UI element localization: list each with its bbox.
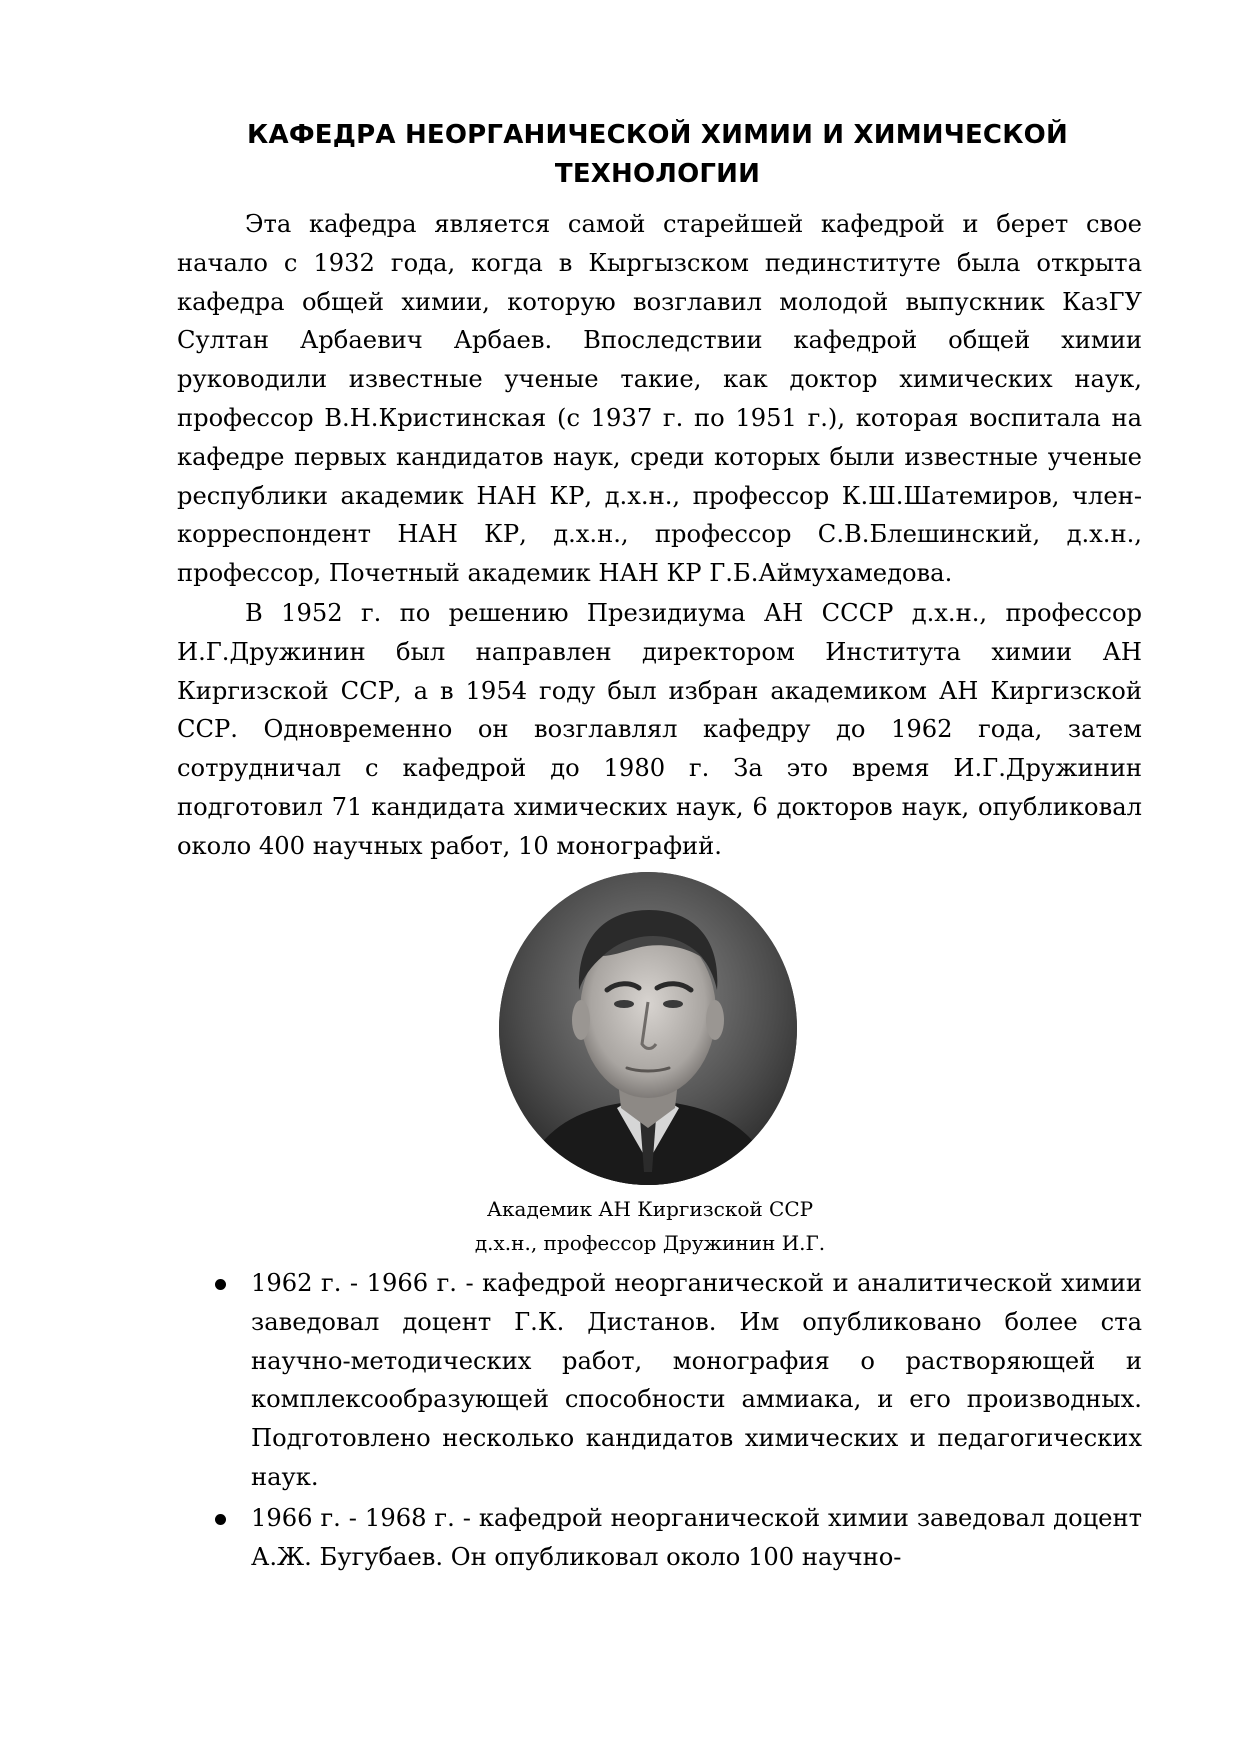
- portrait-photo: [499, 872, 797, 1185]
- bullet-icon: [215, 1514, 226, 1525]
- portrait-caption: [430, 1192, 870, 1260]
- list-item-text: 1962 г. - 1966 г. - кафедрой неорганической и аналитической химии заведовал доцент Г.К. Дистанов. Им опубликовано более ста научно-методических работ, монография о растворяющей и комплексообразующей способности аммиака, и его производных. Подготовлено несколько кандидатов химических и педагогических наук.: [251, 1269, 1142, 1491]
- list-item: [177, 1264, 1142, 1497]
- caption-line-title: Академик АН Киргизской ССР: [486, 1197, 814, 1221]
- heads-list: [177, 1264, 1142, 1578]
- portrait-illustration: [499, 872, 797, 1185]
- list-item: [177, 1499, 1142, 1577]
- paragraph-druzhinin: В 1952 г. по решению Президиума АН СССР д.х.н., профессор И.Г.Дружинин был направлен директором Института химии АН Киргизской ССР, а в 1954 году был избран академиком АН Киргизской ССР. Одновременно он возглавлял кафедру до 1962 года, затем сотрудничал с кафедрой до 1980 г. За это время И.Г.Дружинин подготовил 71 кандидата химических наук, 6 докторов наук, опубликовал около 400 научных работ, 10 монографий.: [177, 599, 1142, 860]
- paragraph-history: Эта кафедра является самой старейшей кафедрой и берет свое начало с 1932 года, когда в Кыргызском пединституте была открыта кафедра общей химии, которую возглавил молодой выпускник КазГУ Султан Арбаевич Арбаев. Впоследствии кафедрой общей химии руководили известные ученые такие, как доктор химических наук, профессор В.Н.Кристинская (с 1937 г. по 1951 г.), которая воспитала на кафедре первых кандидатов наук, среди которых были известные ученые республики академик НАН КР, д.х.н., профессор К.Ш.Шатемиров, член-корреспондент НАН КР, д.х.н., профессор С.В.Блешинский, д.х.н., профессор, Почетный академик НАН КР Г.Б.Аймухамедова.: [177, 210, 1142, 588]
- list-item-text: 1966 г. - 1968 г. - кафедрой неорганической химии заведовал доцент А.Ж. Бугубаев. Он опубликовал около 100 научно-: [251, 1503, 1142, 1571]
- page-title: КАФЕДРА НЕОРГАНИЧЕСКОЙ ХИМИИ И ХИМИЧЕСКОЙ ТЕХНОЛОГИИ: [247, 120, 1068, 189]
- caption-line-name: д.х.н., профессор Дружинин И.Г.: [474, 1231, 826, 1255]
- bullet-icon: [215, 1279, 226, 1290]
